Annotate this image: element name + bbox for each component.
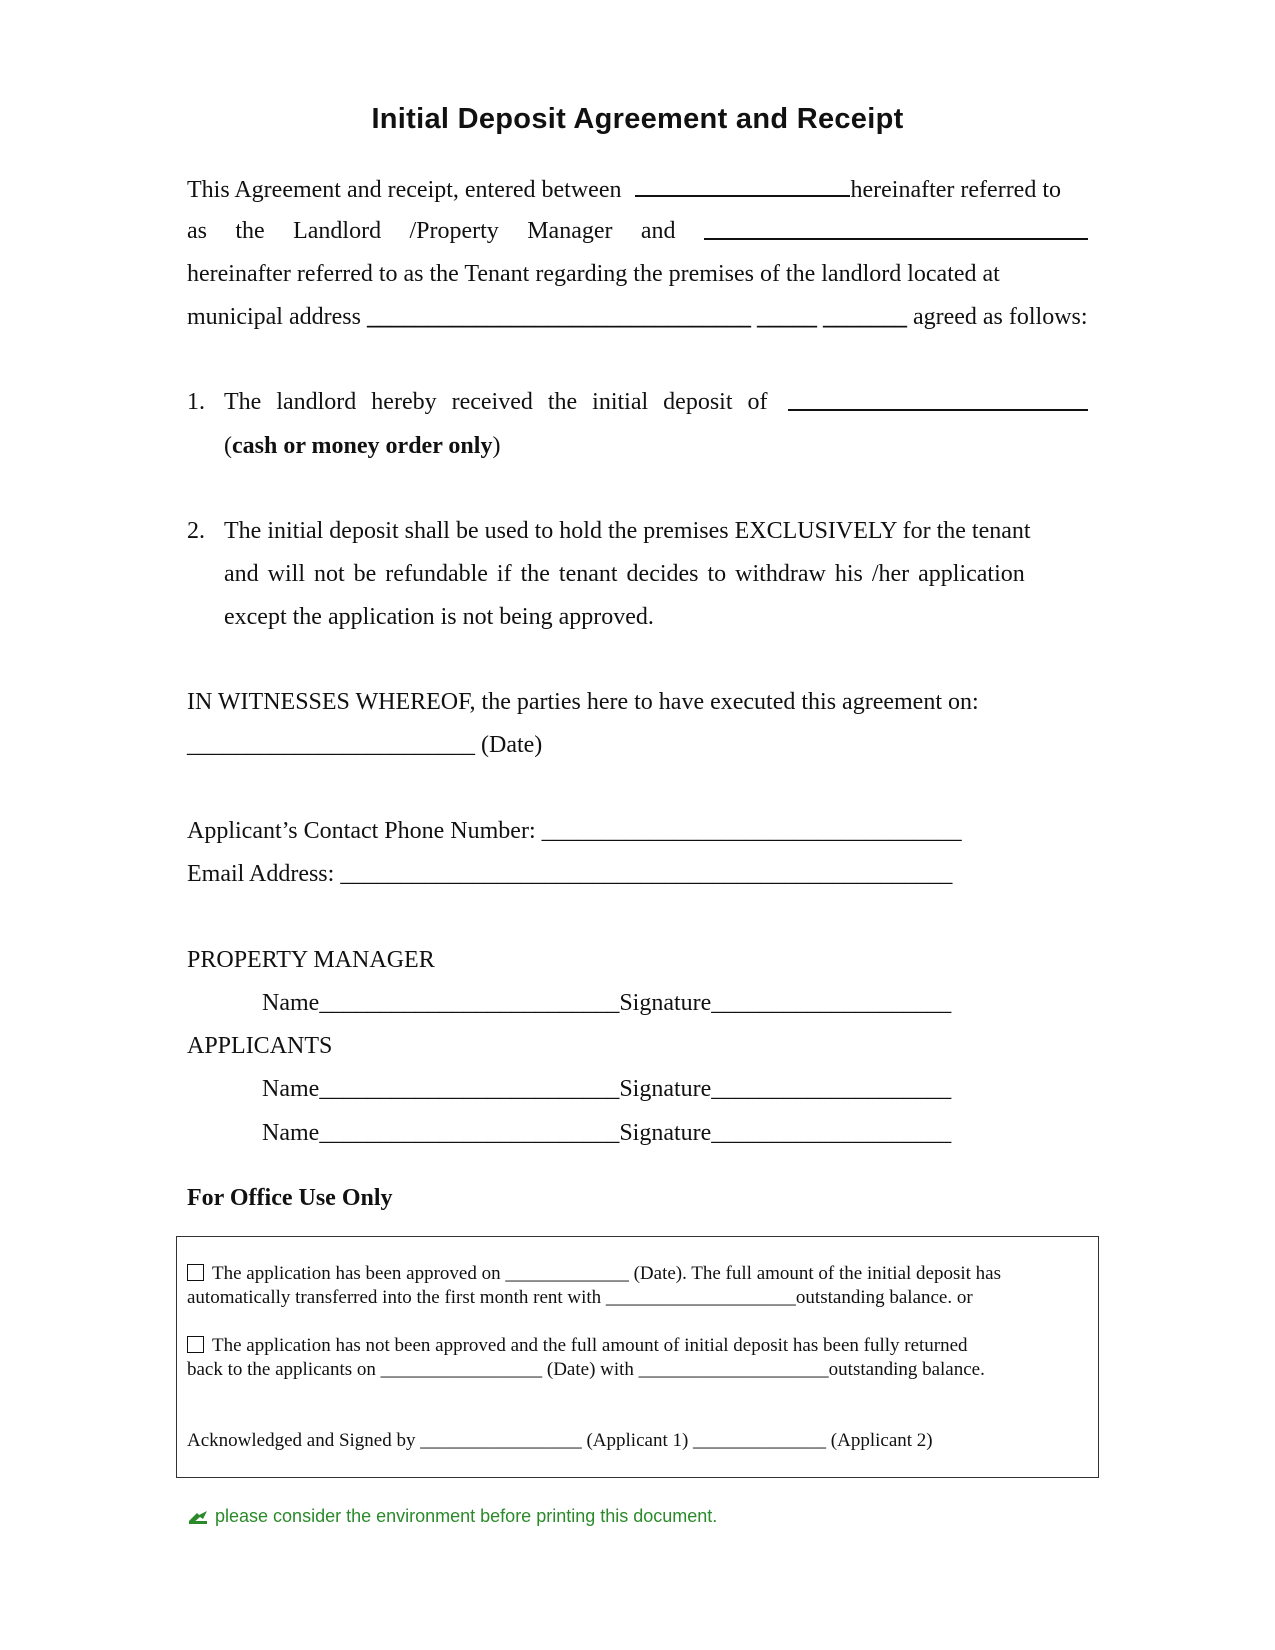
document-title: Initial Deposit Agreement and Receipt [371, 103, 904, 135]
approved-text: The application has been approved on _____________ (Date). The full amount of the initial deposit has [212, 1263, 1002, 1284]
intro-text: hereinafter referred to [850, 177, 1061, 203]
witness-statement: IN WITNESSES WHEREOF, the parties here to have executed this agreement on: [187, 689, 979, 715]
landlord-name-blank [635, 173, 850, 197]
tenant-name-blank [704, 216, 1088, 240]
intro-word: as [187, 218, 207, 244]
paren: ) [492, 433, 501, 459]
signature-label: Signature [619, 1120, 712, 1146]
applicant-row [262, 1074, 951, 1104]
acknowledgement-line: Acknowledged and Signed by _________________ (Applicant 1) ______________ (Applicant 2) [187, 1430, 933, 1451]
intro-text: municipal address [187, 304, 361, 330]
intro-text: This Agreement and receipt, entered between [187, 177, 622, 203]
date-label: (Date) [481, 732, 543, 758]
payment-method-note: cash or money order only [232, 433, 493, 459]
not-approved-option-line-1 [187, 1334, 968, 1358]
intro-word: and [640, 218, 676, 244]
clause-2-line-3: except the application is not being approved. [224, 604, 654, 630]
signature-blank: ____________________ [711, 1076, 952, 1102]
paren: ( [224, 433, 232, 459]
municipal-address-blank: ________________________________ _____ _______ [366, 304, 907, 330]
signature-blank: ____________________ [711, 990, 952, 1016]
name-blank: _________________________ [319, 990, 620, 1016]
intro-line-2 [187, 216, 1088, 246]
intro-line-3: hereinafter referred to as the Tenant regarding the premises of the landlord located at [187, 261, 1000, 287]
clause-1-line-1 [224, 387, 1088, 417]
phone-row [187, 816, 962, 846]
recycle-print-icon [187, 1507, 209, 1530]
clause-1-number: 1. [187, 389, 205, 415]
office-use-heading: For Office Use Only [187, 1185, 393, 1211]
intro-line-1 [187, 173, 1061, 205]
intro-line-4 [187, 302, 1088, 332]
phone-label: Applicant’s Contact Phone Number: [187, 818, 536, 844]
name-blank: _________________________ [319, 1076, 620, 1102]
name-label: Name [262, 990, 320, 1016]
execution-date-blank: ________________________ [187, 732, 475, 758]
not-approved-checkbox[interactable] [187, 1336, 204, 1353]
name-label: Name [262, 1076, 320, 1102]
applicant-row [262, 1118, 951, 1148]
environment-note [187, 1506, 717, 1530]
signature-label: Signature [619, 990, 712, 1016]
property-manager-row [262, 988, 951, 1018]
intro-word: Manager [527, 218, 613, 244]
name-blank: _________________________ [319, 1120, 620, 1146]
deposit-amount-blank [788, 387, 1088, 411]
signature-blank: ____________________ [711, 1120, 952, 1146]
not-approved-text: The application has not been approved and the full amount of initial deposit has been fully returned [212, 1335, 968, 1356]
property-manager-heading: PROPERTY MANAGER [187, 947, 435, 973]
email-blank: ___________________________________________________ [340, 861, 953, 887]
clause-2-line-2: and will not be refundable if the tenant decides to withdraw his /her application [224, 561, 1025, 587]
environment-note-text: please consider the environment before printing this document. [215, 1506, 718, 1526]
intro-text: agreed as follows: [912, 304, 1088, 330]
approved-option-line-1 [187, 1262, 1001, 1286]
signature-label: Signature [619, 1076, 712, 1102]
phone-blank: ___________________________________ [541, 818, 962, 844]
intro-word: /Property [409, 218, 499, 244]
approved-checkbox[interactable] [187, 1264, 204, 1281]
applicants-heading: APPLICANTS [187, 1033, 333, 1059]
clause-2-number: 2. [187, 518, 205, 544]
approved-option-line-2: automatically transferred into the first month rent with ____________________outstanding balance. or [187, 1287, 973, 1308]
email-label: Email Address: [187, 861, 335, 887]
intro-word: the [235, 218, 265, 244]
email-row [187, 859, 952, 889]
not-approved-option-line-2: back to the applicants on _________________ (Date) with ____________________outstanding balance. [187, 1359, 985, 1380]
intro-word: Landlord [293, 218, 382, 244]
clause-text: The landlord hereby received the initial deposit of [224, 389, 768, 415]
witness-date-line [187, 730, 542, 760]
clause-2-line-1: The initial deposit shall be used to hold the premises EXCLUSIVELY for the tenant [224, 518, 1031, 544]
name-label: Name [262, 1120, 320, 1146]
clause-1-line-2 [224, 431, 500, 461]
